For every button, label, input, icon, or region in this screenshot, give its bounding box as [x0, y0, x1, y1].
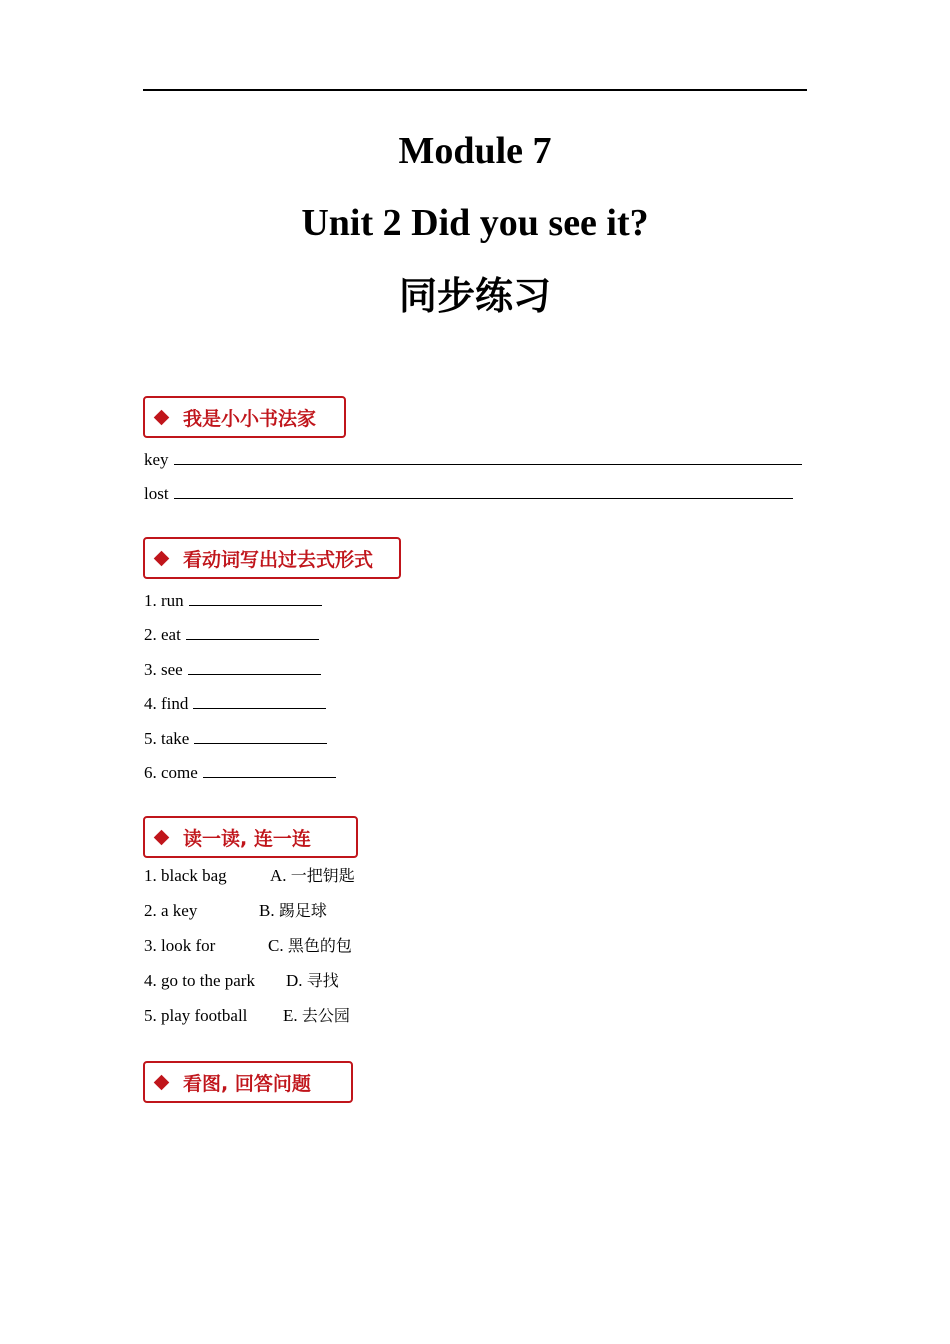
- section-heading-past-tense: [143, 537, 401, 579]
- page-subtitle-cn: 同步练习: [398, 274, 551, 318]
- item-text: 6. come: [144, 763, 198, 782]
- match-right-item[interactable]: [270, 865, 355, 887]
- list-item: [144, 692, 326, 715]
- match-right-item[interactable]: [283, 1005, 350, 1027]
- match-left-item[interactable]: 2. a key: [144, 901, 198, 920]
- section-heading-calligraphy: [143, 396, 346, 438]
- answer-blank[interactable]: [188, 658, 321, 675]
- page-title: Module 7: [398, 130, 552, 172]
- match-right-item[interactable]: [268, 935, 352, 957]
- item-text: 5. take: [144, 729, 190, 748]
- copy-line-key: [144, 448, 802, 471]
- answer-blank[interactable]: [193, 692, 326, 709]
- page-subtitle: Unit 2 Did you see it?: [301, 202, 649, 244]
- list-item: [144, 623, 319, 646]
- diamond-icon: [154, 1074, 170, 1090]
- option-text: 黑色的包: [287, 936, 352, 955]
- answer-blank[interactable]: [174, 448, 802, 465]
- section-heading-picture-questions: [143, 1061, 353, 1103]
- item-text: 4. find: [144, 694, 189, 713]
- diamond-icon: [154, 409, 170, 425]
- list-item: [144, 589, 322, 612]
- match-right-item[interactable]: [286, 970, 339, 992]
- answer-blank[interactable]: [189, 589, 322, 606]
- answer-blank[interactable]: [186, 623, 319, 640]
- match-left-item[interactable]: 4. go to the park: [144, 971, 255, 990]
- list-item: [144, 727, 327, 750]
- option-text: 寻找: [306, 971, 339, 990]
- section-heading-label: 我是小小书法家: [183, 407, 317, 430]
- list-item: [144, 761, 336, 784]
- option-label: E.: [283, 1006, 298, 1025]
- copy-word: key: [144, 450, 169, 469]
- section-heading-matching: [143, 816, 358, 858]
- option-label: A.: [270, 866, 287, 885]
- answer-blank[interactable]: [203, 761, 336, 778]
- answer-blank[interactable]: [194, 727, 327, 744]
- option-label: D.: [286, 971, 303, 990]
- section-heading-label: 读一读, 连一连: [183, 827, 311, 850]
- match-left-item[interactable]: 5. play football: [144, 1006, 248, 1025]
- option-text: 一把钥匙: [290, 866, 355, 885]
- list-item: [144, 658, 321, 681]
- section-heading-label: 看动词写出过去式形式: [183, 548, 374, 571]
- option-label: C.: [268, 936, 284, 955]
- option-text: 踢足球: [278, 901, 327, 920]
- option-text: 去公园: [301, 1006, 350, 1025]
- item-text: 1. run: [144, 591, 184, 610]
- match-left-item[interactable]: 3. look for: [144, 936, 216, 955]
- copy-word: lost: [144, 484, 169, 503]
- top-rule: [143, 89, 807, 91]
- answer-blank[interactable]: [174, 482, 793, 499]
- diamond-icon: [154, 550, 170, 566]
- match-left-item[interactable]: 1. black bag: [144, 866, 227, 885]
- item-text: 3. see: [144, 660, 183, 679]
- option-label: B.: [259, 901, 275, 920]
- section-heading-label: 看图, 回答问题: [183, 1072, 311, 1095]
- copy-line-lost: [144, 482, 793, 505]
- match-right-item[interactable]: [259, 900, 327, 922]
- item-text: 2. eat: [144, 625, 181, 644]
- diamond-icon: [154, 829, 170, 845]
